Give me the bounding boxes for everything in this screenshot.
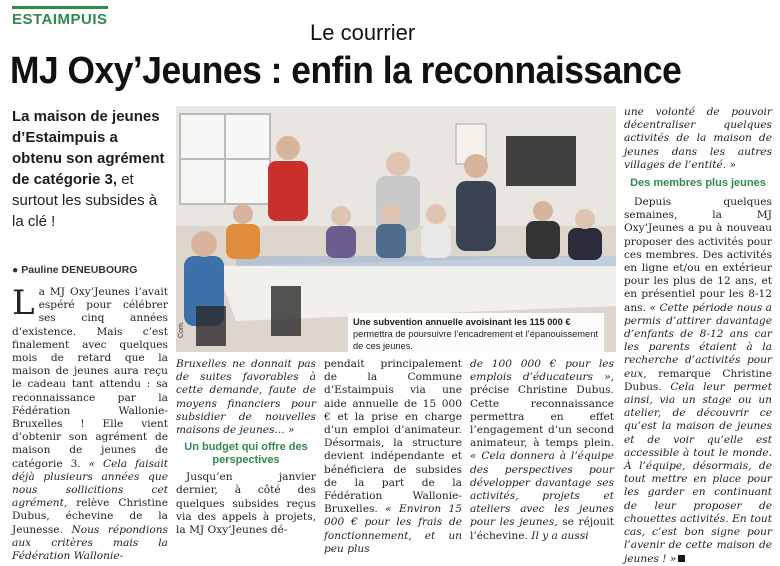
col1-quote2: Nous répondions aux critères mais la Fédération Wallonie- xyxy=(12,523,168,563)
col1-text2: relève Christine Dubus, échevine de la Jeunesse. xyxy=(12,497,168,536)
headline: MJ Oxy’Jeunes : enfin la reconnaissance xyxy=(10,50,682,92)
lead-bold: La maison de jeunes d’Estaimpuis a obtenu son agrément de catégorie 3, xyxy=(12,108,165,188)
article-column-5 xyxy=(624,106,772,566)
byline: ● Pauline DENEUBOURG xyxy=(12,264,138,276)
drop-cap: L xyxy=(12,283,35,323)
caption-bold: Une subvention annuelle avoisinant les 115 000 € xyxy=(353,317,571,327)
end-of-article-mark xyxy=(678,555,685,562)
col4-text2: se réjouit l’échevine. xyxy=(470,516,614,542)
article-column-1 xyxy=(12,283,168,563)
col3-quote: « Environ 15 000 € pour les frais de fonctionnement, et un peu plus xyxy=(324,503,462,555)
col4-text1: précise Christine Dubus. Cette reconnaissance permettra en effet l’engagement d’un second animateur, à temps plein. xyxy=(470,384,614,450)
col4-quote2: « Cela donnera à l’équipe des perspectives pour développer davantage ses activités, projets et ateliers avec les jeunes pour les jeunes, xyxy=(470,450,614,529)
subhead-members: Des membres plus jeunes xyxy=(630,177,766,190)
col5-body xyxy=(624,196,772,566)
article-column-4 xyxy=(470,358,614,543)
col4-quote1: de 100 000 € pour les emplois d’éducateurs », xyxy=(470,358,614,384)
subhead-budget: Un budget qui offre des perspectives xyxy=(184,441,308,467)
col5-quote1: une volonté de pouvoir décentraliser quelques activités de la maison de jeunes dans les autres villages de l’entité. » xyxy=(624,106,772,171)
newspaper-source: Le courrier xyxy=(310,20,416,45)
col2-quote: Bruxelles ne donnait pas de suites favorables à cette demande, faute de moyens financiers pour subsidier de nouvelles maisons de jeunes... » xyxy=(176,358,316,437)
caption-rest: permettra de poursuivre l’encadrement et l’épanouissement de ces jeunes. xyxy=(353,329,598,351)
col4-quote3: Il y a aussi xyxy=(531,529,589,542)
article-column-3 xyxy=(324,358,462,556)
col5-quote3: Cela leur permet ainsi, via un stage ou un atelier, de découvrir ce qu’est la maison de jeunes et de voir qu’elle est accessible à tout le monde. À l’équipe, désormais, de tout mettre en place pour les garder en continuant de leur proposer de chouettes activités. En tout cas, c’est bon signe pour l’avenir de cette maison de jeunes ! » xyxy=(624,380,773,565)
col5-quote2: « Cette période nous a permis d’attirer davantage d’enfants de 8-12 ans car les parents étaient à la recherche d’activités pour eux, xyxy=(624,301,772,380)
col1-text1: a MJ Oxy’Jeunes l’avait espéré pour célébrer ses cinq années d’existence. Mais c’est finalement avec quelques mois de retard que la maison de jeunes aura reçu le cadeau tant attendu : sa reconnaissance par la Fédération Wallonie-Bruxelles ! Elle vient d’obtenir son agrément de maison de jeunes de catégorie 3. xyxy=(12,286,168,470)
photo-credit: Com. xyxy=(178,321,185,338)
col3-text: pendait principalement de la Commune d’Estaimpuis via une aide annuelle de 15 000 € et la prise en charge d’un emploi d’animateur. Désormais, la structure devient indépendante et bénéficiera de subsides de la part de la Fédération Wallonie-Bruxelles. xyxy=(324,358,462,516)
photo-caption xyxy=(348,313,604,355)
col1-quote1: « Cela faisait déjà plusieurs années que nous sollicitions cet agrément, xyxy=(12,457,168,510)
col5-text2: remarque Christine Dubus. xyxy=(624,367,772,393)
col2-text: Jusqu’en janvier dernier, à côté des quelques subsides reçus via des appels à projets, la MJ Oxy’Jeunes dé- xyxy=(176,471,316,537)
lead-rest: et surtout les subsides à la clé ! xyxy=(12,171,158,230)
section-kicker: ESTAIMPUIS xyxy=(12,6,108,28)
col5-text1: Depuis quelques semaines, la MJ Oxy’Jeunes a pu à nouveau proposer des activités pour ces membres. Des activités en ligne et/ou en extérieur pour les plus de 12 ans, et en présentiel pour les 8-12 ans. xyxy=(624,196,772,314)
article-column-2 xyxy=(176,358,316,537)
lead-paragraph xyxy=(12,106,172,232)
